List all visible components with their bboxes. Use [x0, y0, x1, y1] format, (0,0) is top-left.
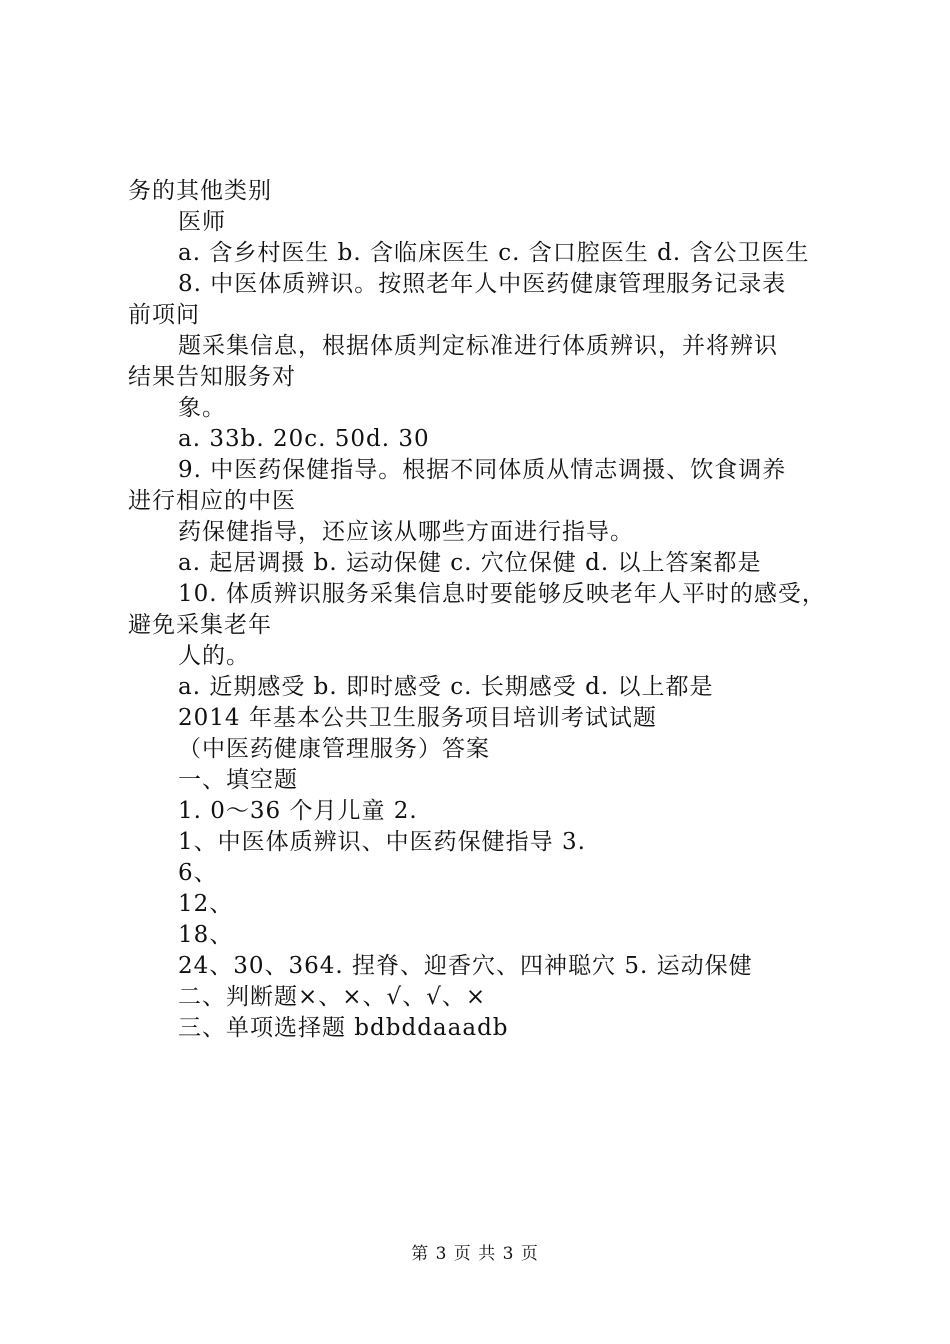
text-line-12: 药保健指导，还应该从哪些方面进行指导。	[178, 519, 634, 545]
text-line-10: 9. 中医药保健指导。根据不同体质从情志调摄、饮食调养	[178, 457, 787, 483]
text-line-11: 进行相应的中医	[128, 488, 296, 514]
text-line-18: 2014 年基本公共卫生服务项目培训考试试题	[178, 705, 657, 731]
text-line-1: 务的其他类别	[128, 178, 272, 204]
text-line-13: a. 起居调摄 b. 运动保健 c. 穴位保健 d. 以上答案都是	[178, 550, 762, 576]
text-line-21: 1. 0～36 个月儿童 2.	[178, 798, 418, 824]
text-line-28: 三、单项选择题 bdbddaaadb	[178, 1015, 509, 1041]
text-line-23: 6、	[178, 860, 218, 886]
text-line-17: a. 近期感受 b. 即时感受 c. 长期感受 d. 以上都是	[178, 674, 714, 700]
text-line-6: 题采集信息，根据体质判定标准进行体质辨识，并将辨识	[178, 333, 778, 359]
text-line-14: 10. 体质辨识服务采集信息时要能够反映老年人平时的感受，	[178, 581, 826, 607]
text-line-15: 避免采集老年	[128, 612, 272, 638]
text-line-2: 医师	[178, 209, 226, 235]
text-line-25: 18、	[178, 922, 234, 948]
text-line-5: 前项问	[128, 302, 200, 328]
text-line-26: 24、30、364. 捏脊、迎香穴、四神聪穴 5. 运动保健	[178, 953, 753, 979]
text-line-9: a. 33b. 20c. 50d. 30	[178, 426, 430, 452]
page-footer: 第 3 页 共 3 页	[411, 1244, 539, 1264]
text-line-7: 结果告知服务对	[128, 364, 296, 390]
text-line-19: （中医药健康管理服务）答案	[178, 736, 490, 762]
text-line-22: 1、中医体质辨识、中医药保健指导 3.	[178, 829, 586, 855]
text-line-27: 二、判断题×、×、√、√、×	[178, 984, 487, 1010]
text-line-20: 一、填空题	[178, 767, 298, 793]
text-line-8: 象。	[178, 395, 226, 421]
text-line-4: 8. 中医体质辨识。按照老年人中医药健康管理服务记录表	[178, 271, 787, 297]
text-line-3: a. 含乡村医生 b. 含临床医生 c. 含口腔医生 d. 含公卫医生	[178, 240, 810, 266]
text-line-16: 人的。	[178, 643, 250, 669]
text-line-24: 12、	[178, 891, 234, 917]
